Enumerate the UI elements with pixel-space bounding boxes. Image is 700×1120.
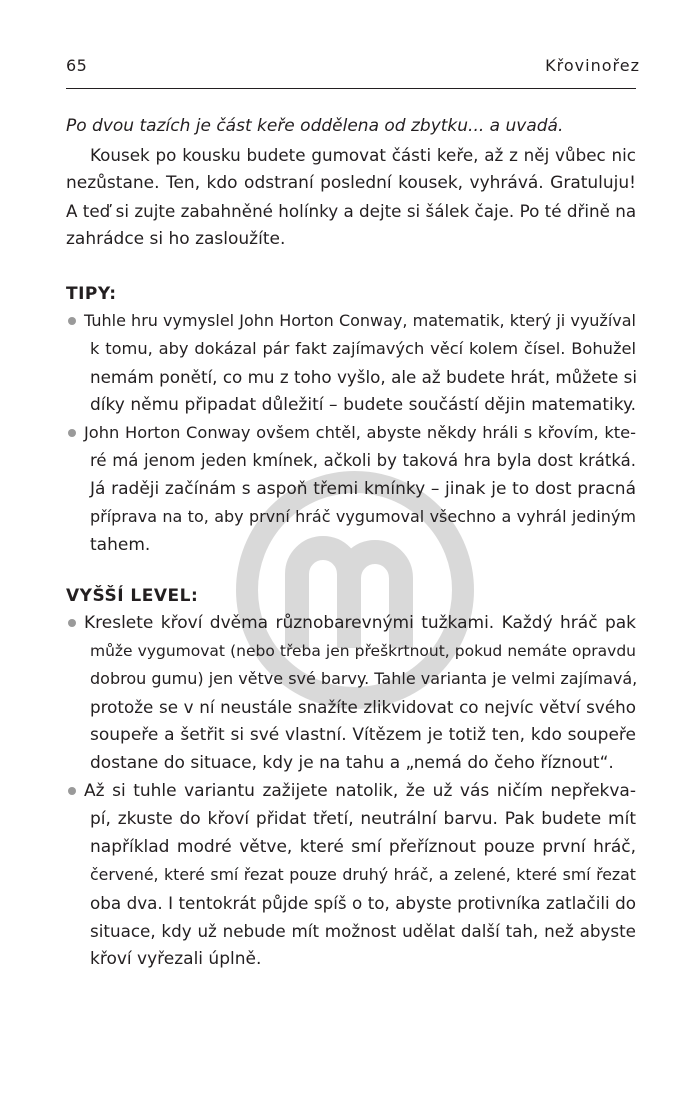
tip-line: ré má jenom jeden kmínek, ačkoli by taková hra byla dost krátká. <box>90 451 636 470</box>
level-line: dobrou gumu) jen větve své barvy. Tahle varianta je velmi zajímavá, <box>90 669 638 688</box>
intro-paragraph-line: Kousek po kousku budete gumovat části keře, až z něj vůbec nic <box>90 145 636 165</box>
tip-line: Já raději začínám s aspoň třemi kmínky – jinak je to dost pracná <box>90 479 636 499</box>
intro-paragraph-line: nezůstane. Ten, kdo odstraní poslední kousek, vyhrává. Gratuluju! <box>66 173 636 193</box>
level-line: křoví vyřezali úplně. <box>90 949 262 969</box>
level-line: Až si tuhle variantu zažijete natolik, že už vás ničím nepřekva- <box>84 781 636 801</box>
level-heading: VYŠŠÍ LEVEL: <box>66 586 199 606</box>
header-rule <box>66 88 636 89</box>
bullet-icon <box>68 317 76 325</box>
running-title: Křovinořez <box>545 56 640 75</box>
tips-heading: TIPY: <box>66 284 117 304</box>
level-line: protože se v ní neustále snažíte zlikvidovat co nejvíc větví svého <box>90 697 636 717</box>
tip-line: k tomu, aby dokázal pár fakt zajímavých věcí kolem čísel. Bohužel <box>90 339 636 358</box>
tip-line: nemám ponětí, co mu z toho vyšlo, ale až budete hrát, můžete si <box>90 367 637 387</box>
tip-line: Tuhle hru vymyslel John Horton Conway, matematik, který ji využíval <box>84 311 636 330</box>
intro-italic-line: Po dvou tazích je část keře oddělena od zbytku... a uvadá. <box>66 116 564 136</box>
page-number: 65 <box>66 56 88 75</box>
bullet-icon <box>68 787 76 795</box>
bullet-icon <box>68 429 76 437</box>
tip-line: John Horton Conway ovšem chtěl, abyste někdy hráli s křovím, kte- <box>84 423 636 442</box>
level-line: situace, kdy už nebude mít možnost udělat další tah, než abyste <box>90 921 636 941</box>
level-line: Kreslete křoví dvěma různobarevnými tužkami. Každý hráč pak <box>84 613 636 633</box>
intro-paragraph-line: zahrádce si ho zasloužíte. <box>66 229 286 249</box>
level-line: červené, které smí řezat pouze druhý hráč, a zelené, které smí řezat <box>90 865 636 884</box>
level-line: může vygumovat (nebo třeba jen přeškrtnout, pokud nemáte opravdu <box>90 642 636 660</box>
level-line: pí, zkuste do křoví přidat třetí, neutrální barvu. Pak budete mít <box>90 809 636 829</box>
level-line: oba dva. I tentokrát půjde spíš o to, abyste protivníka zatlačili do <box>90 893 636 913</box>
level-line: dostane do situace, kdy je na tahu a „nemá do čeho říznout“. <box>90 753 614 773</box>
tip-line: tahem. <box>90 535 151 555</box>
intro-paragraph-line: A teď si zujte zabahněné holínky a dejte si šálek čaje. Po té dřině na <box>66 201 637 221</box>
level-line: soupeře a šetřit si své vlastní. Vítězem je totiž ten, kdo soupeře <box>90 725 636 745</box>
level-line: například modré větve, které smí přeříznout pouze první hráč, <box>90 837 636 857</box>
bullet-icon <box>68 619 76 627</box>
tip-line: díky němu připadat důležití – budete součástí dějin matematiky. <box>90 395 636 415</box>
tip-line: příprava na to, aby první hráč vygumoval všechno a vyhrál jediným <box>90 507 636 526</box>
